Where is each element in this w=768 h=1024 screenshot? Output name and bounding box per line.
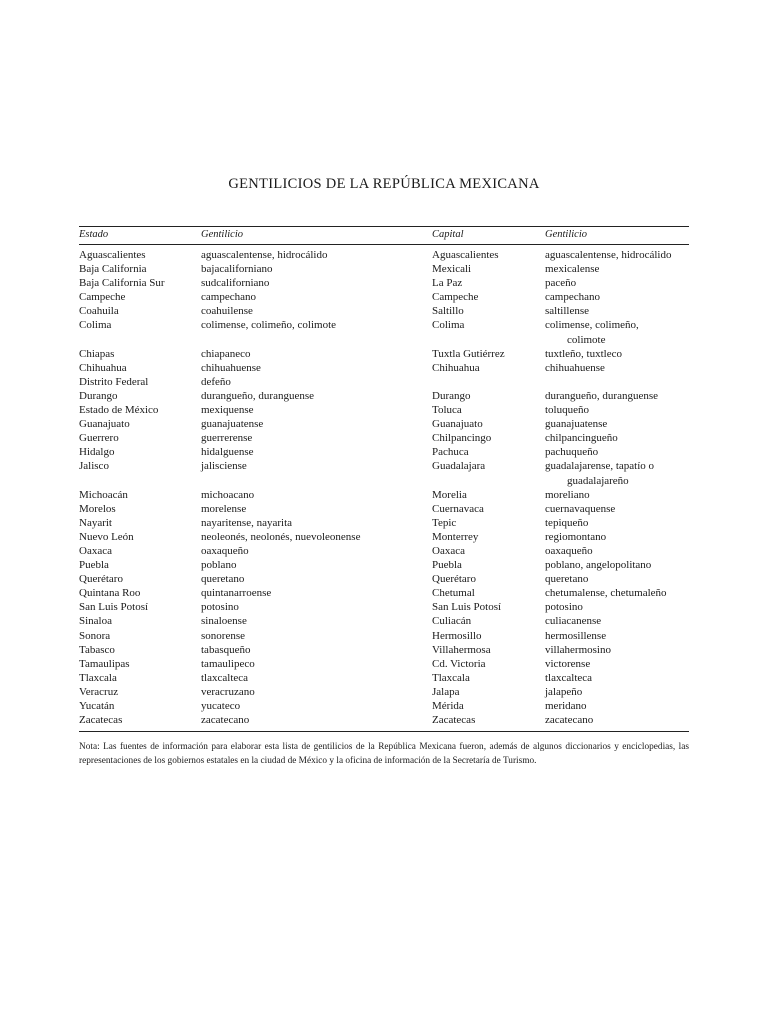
cell-estado: Querétaro (79, 573, 123, 586)
cell-capital: Hermosillo (432, 629, 482, 642)
cell-gentilicio-capital: toluqueño (545, 404, 589, 417)
cell-capital: Saltillo (432, 305, 464, 318)
cell-estado: Tamaulipas (79, 657, 130, 670)
cell-gentilicio-capital: victorense (545, 657, 591, 670)
cell-gentilicio-capital: regiomontano (545, 530, 607, 543)
cell-gentilicio-estado: bajacaliforniano (201, 263, 273, 276)
cell-estado: Tlaxcala (79, 671, 117, 684)
table-row (0, 671, 768, 685)
cell-gentilicio-capital: durangueño, duranguense (545, 389, 659, 402)
header-capital: Capital (432, 229, 464, 240)
table-row (0, 347, 768, 361)
cell-gentilicio-capital: poblano, angelopolitano (545, 559, 652, 572)
cell-gentilicio-capital: oaxaqueño (545, 544, 593, 557)
cell-gentilicio-capital: villahermosino (545, 643, 611, 656)
cell-estado: Estado de México (79, 404, 159, 417)
table-row (0, 614, 768, 628)
cell-gentilicio-estado: quintanarroense (201, 587, 272, 600)
table-row (0, 417, 768, 431)
table-row (0, 262, 768, 276)
cell-capital: Tuxtla Gutiérrez (432, 347, 505, 360)
cell-gentilicio-estado: oaxaqueño (201, 544, 249, 557)
table-row (0, 431, 768, 445)
cell-capital: San Luis Potosí (432, 601, 502, 614)
cell-estado: Yucatán (79, 700, 115, 712)
cell-gentilicio-capital-continuation: colimote (567, 333, 606, 346)
cell-capital: Tlaxcala (432, 671, 470, 684)
cell-estado: Sinaloa (79, 615, 112, 628)
cell-gentilicio-capital: tepiqueño (545, 516, 589, 529)
cell-estado: Hidalgo (79, 446, 115, 459)
cell-gentilicio-estado: nayaritense, nayarita (201, 516, 293, 529)
footnote: Nota: Las fuentes de información para elaborar esta lista de gentilicios de la República Mexicana fueron, además de algunos diccionarios y enciclopedias, las representaciones de los gobiernos estatales en la ciudad de México y la oficina de información de la Secretaría de Turismo. (79, 742, 689, 766)
table-row (0, 318, 768, 332)
header-gentilicio-estado: Gentilicio (201, 229, 243, 240)
cell-estado: Morelos (79, 502, 116, 515)
table-row (0, 488, 768, 502)
cell-estado: Coahuila (79, 305, 119, 318)
cell-gentilicio-estado: sudcaliforniano (201, 277, 270, 290)
cell-capital: Oaxaca (432, 544, 465, 557)
table-bottom-rule (79, 731, 689, 732)
table-row (0, 558, 768, 572)
cell-capital: Colima (432, 319, 465, 332)
table-row (0, 544, 768, 558)
cell-gentilicio-estado: michoacano (201, 488, 255, 501)
cell-estado: Chihuahua (79, 361, 127, 374)
cell-gentilicio-capital: paceño (545, 277, 577, 290)
cell-gentilicio-capital: chilpancingueño (545, 432, 618, 445)
cell-capital: Jalapa (432, 685, 460, 698)
table-row (0, 389, 768, 403)
table-row (0, 375, 768, 389)
cell-capital: Cuernavaca (432, 502, 484, 515)
cell-gentilicio-estado: zacatecano (201, 714, 250, 727)
cell-capital: Campeche (432, 291, 479, 304)
cell-estado: Nayarit (79, 516, 112, 529)
table-row (0, 276, 768, 290)
cell-gentilicio-estado: yucateco (201, 700, 241, 712)
cell-capital: Guadalajara (432, 460, 486, 473)
cell-gentilicio-capital-continuation: guadalajareño (567, 474, 629, 487)
cell-estado: Guerrero (79, 432, 119, 445)
cell-gentilicio-capital: pachuqueño (545, 446, 599, 459)
table-row (0, 445, 768, 459)
cell-gentilicio-estado: hidalguense (201, 446, 254, 459)
cell-gentilicio-estado: sonorense (201, 629, 245, 642)
cell-estado: Guanajuato (79, 418, 130, 431)
cell-gentilicio-capital: campechano (545, 291, 600, 304)
cell-gentilicio-capital: chihuahuense (545, 361, 605, 374)
cell-gentilicio-capital: mexicalense (545, 263, 600, 276)
cell-gentilicio-estado: guerrerense (201, 432, 253, 445)
cell-gentilicio-capital: hermosillense (545, 629, 607, 642)
cell-capital: Culiacán (432, 615, 472, 628)
table-header-rule (79, 244, 689, 245)
cell-estado: Colima (79, 319, 112, 332)
cell-estado: Sonora (79, 629, 111, 642)
cell-gentilicio-capital: guanajuatense (545, 418, 608, 431)
table-row (0, 643, 768, 657)
table-row (0, 572, 768, 586)
cell-capital: Puebla (432, 559, 462, 572)
cell-gentilicio-capital: zacatecano (545, 714, 594, 727)
cell-gentilicio-estado: campechano (201, 291, 256, 304)
table-row (0, 516, 768, 530)
cell-gentilicio-capital: colimense, colimeño, (545, 319, 639, 332)
cell-gentilicio-capital: meridano (545, 700, 587, 712)
table-row (0, 361, 768, 375)
cell-capital: Chilpancingo (432, 432, 492, 445)
cell-gentilicio-estado: guanajuatense (201, 418, 264, 431)
cell-estado: Oaxaca (79, 544, 112, 557)
cell-gentilicio-estado: sinaloense (201, 615, 247, 628)
cell-gentilicio-capital: guadalajarense, tapatío o (545, 460, 655, 473)
cell-gentilicio-estado: tabasqueño (201, 643, 251, 656)
page-title: GENTILICIOS DE LA REPÚBLICA MEXICANA (228, 176, 540, 192)
cell-capital: La Paz (432, 277, 463, 290)
cell-estado: Campeche (79, 291, 126, 304)
cell-capital: Tepic (432, 516, 457, 529)
cell-estado: Puebla (79, 559, 109, 572)
cell-gentilicio-estado: tlaxcalteca (201, 671, 249, 684)
cell-estado: Chiapas (79, 347, 115, 360)
cell-estado: Tabasco (79, 643, 115, 656)
cell-gentilicio-estado: veracruzano (201, 685, 255, 698)
cell-estado: Michoacán (79, 488, 128, 501)
cell-gentilicio-capital: tuxtleño, tuxtleco (545, 347, 622, 360)
cell-estado: Zacatecas (79, 714, 123, 727)
table-row (0, 502, 768, 516)
header-gentilicio-capital: Gentilicio (545, 229, 587, 240)
cell-gentilicio-estado: mexiquense (201, 404, 254, 417)
table-row (0, 629, 768, 643)
cell-estado: San Luis Potosí (79, 601, 149, 614)
cell-estado: Baja California Sur (79, 277, 165, 290)
cell-gentilicio-capital: moreliano (545, 488, 590, 501)
cell-gentilicio-capital: saltillense (545, 305, 589, 318)
cell-estado: Quintana Roo (79, 587, 141, 600)
cell-gentilicio-estado: coahuilense (201, 305, 253, 318)
cell-gentilicio-estado: defeño (201, 375, 231, 388)
cell-gentilicio-estado: tamaulipeco (201, 657, 255, 670)
cell-estado: Distrito Federal (79, 375, 149, 388)
cell-gentilicio-capital: queretano (545, 573, 589, 586)
cell-capital: Mérida (432, 700, 464, 712)
header-estado: Estado (79, 229, 109, 240)
table-row (0, 685, 768, 699)
table-row (0, 699, 768, 713)
cell-gentilicio-estado: aguascalentense, hidrocálido (201, 249, 328, 261)
cell-capital: Monterrey (432, 530, 479, 543)
cell-gentilicio-estado: jalisciense (201, 460, 247, 473)
cell-gentilicio-estado: colimense, colimeño, colimote (201, 319, 337, 332)
cell-estado: Durango (79, 389, 118, 402)
table-row-continuation (0, 474, 768, 488)
cell-gentilicio-estado: poblano (201, 559, 237, 572)
cell-capital: Cd. Victoria (432, 657, 486, 670)
cell-capital: Pachuca (432, 446, 469, 459)
cell-estado: Nuevo León (79, 530, 134, 543)
cell-capital: Morelia (432, 488, 467, 501)
table-row (0, 657, 768, 671)
table-row (0, 713, 768, 727)
table-row (0, 530, 768, 544)
cell-gentilicio-estado: potosino (201, 601, 239, 614)
cell-capital: Toluca (432, 404, 462, 417)
cell-gentilicio-estado: neoleonés, neolonés, nuevoleonense (201, 530, 361, 543)
cell-gentilicio-estado: morelense (201, 502, 247, 515)
cell-gentilicio-estado: chiapaneco (201, 347, 251, 360)
cell-capital: Chihuahua (432, 361, 480, 374)
cell-capital: Zacatecas (432, 714, 476, 727)
table-row-continuation (0, 333, 768, 347)
cell-gentilicio-estado: durangueño, duranguense (201, 389, 315, 402)
cell-capital: Chetumal (432, 587, 475, 600)
cell-gentilicio-capital: tlaxcalteca (545, 671, 593, 684)
cell-capital: Villahermosa (432, 643, 491, 656)
cell-gentilicio-capital: jalapeño (545, 685, 583, 698)
cell-gentilicio-capital: culiacanense (545, 615, 602, 628)
cell-capital: Durango (432, 389, 471, 402)
cell-capital: Querétaro (432, 573, 476, 586)
cell-capital: Aguascalientes (432, 249, 499, 261)
table-row (0, 304, 768, 318)
table-row (0, 586, 768, 600)
table-row (0, 459, 768, 473)
cell-estado: Baja California (79, 263, 147, 276)
table-header (0, 229, 768, 243)
cell-estado: Veracruz (79, 685, 119, 698)
table-row (0, 403, 768, 417)
table-row (0, 290, 768, 304)
cell-gentilicio-capital: chetumalense, chetumaleño (545, 587, 667, 600)
cell-capital: Guanajuato (432, 418, 483, 431)
table-body (0, 248, 768, 727)
cell-gentilicio-estado: queretano (201, 573, 245, 586)
table-row (0, 600, 768, 614)
cell-gentilicio-estado: chihuahuense (201, 361, 261, 374)
cell-gentilicio-capital: aguascalentense, hidrocálido (545, 249, 672, 261)
cell-gentilicio-capital: potosino (545, 601, 583, 614)
cell-gentilicio-capital: cuernavaquense (545, 502, 616, 515)
cell-estado: Jalisco (79, 460, 109, 473)
table-top-rule (79, 226, 689, 227)
table-row (0, 248, 768, 262)
cell-estado: Aguascalientes (79, 249, 146, 261)
cell-capital: Mexicali (432, 263, 472, 276)
